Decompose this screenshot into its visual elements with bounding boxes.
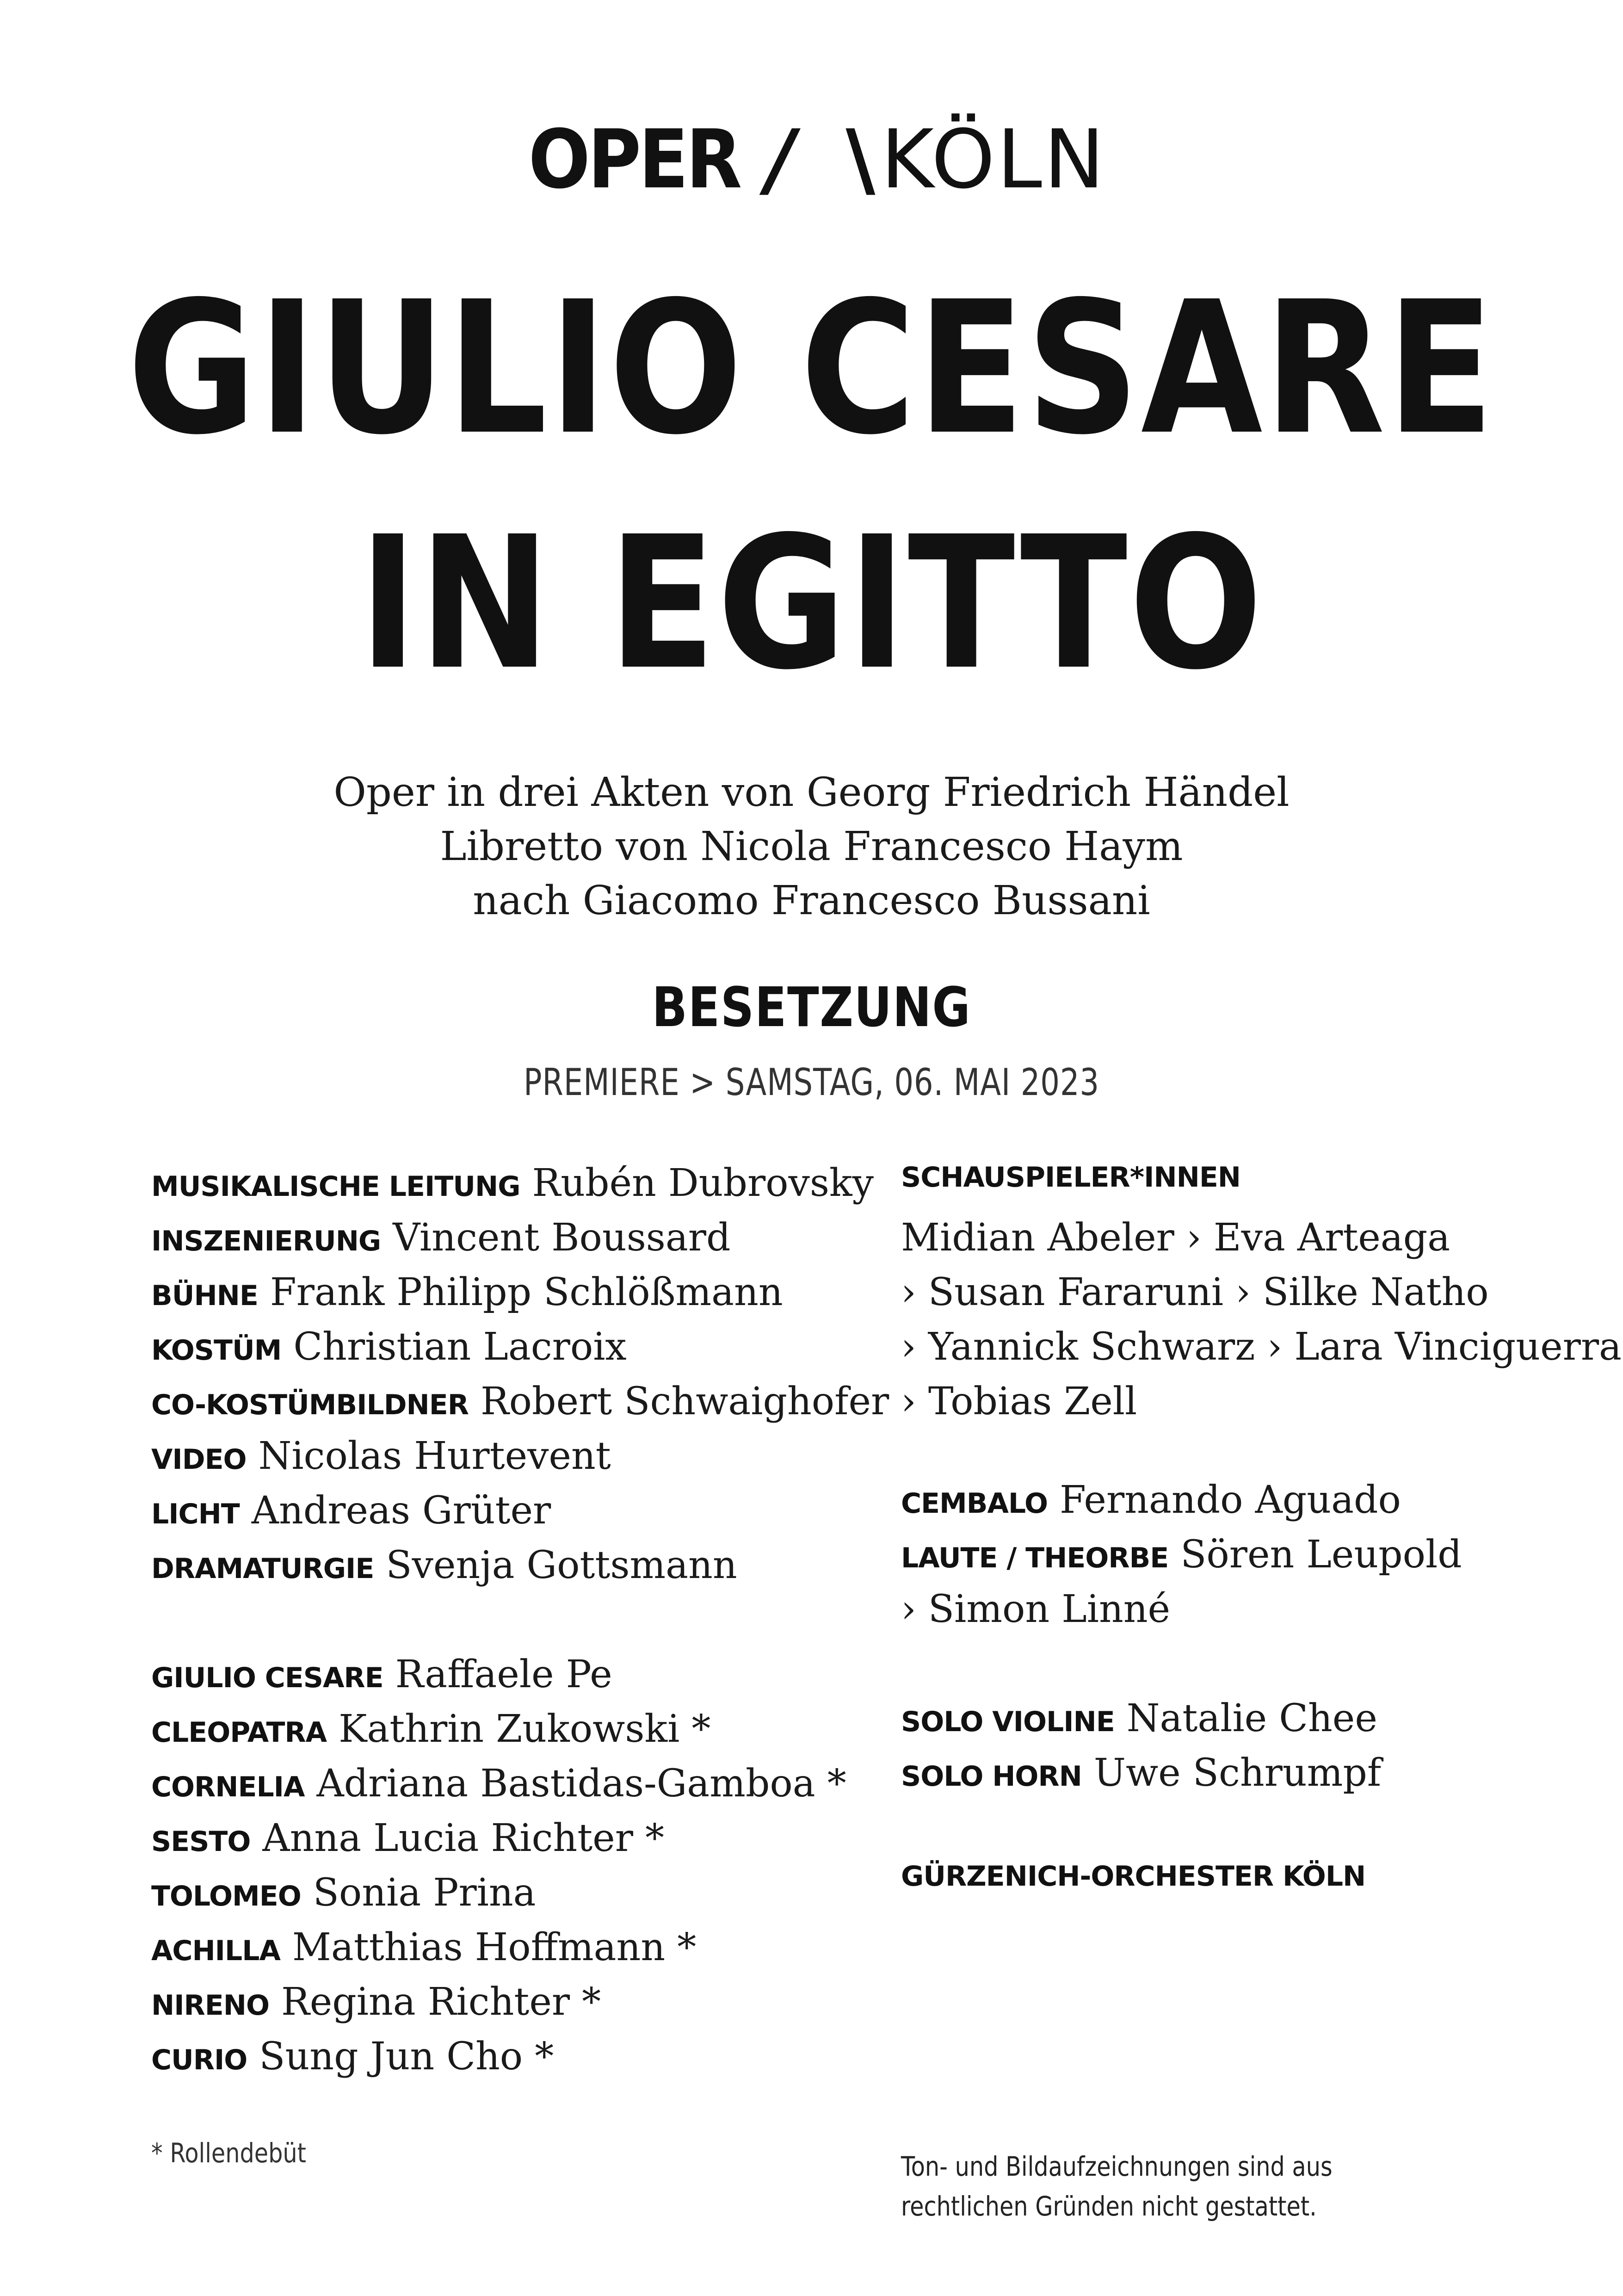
title-line-1: GIULIO CESARE xyxy=(127,262,1496,475)
orchestra-row xyxy=(901,1860,1595,1915)
left-column xyxy=(151,1161,889,2089)
notice-line: rechtlichen Gründen nicht gestattet. xyxy=(901,2191,1317,2222)
cast-row xyxy=(151,1762,873,1816)
credit-name: Robert Schwaighofer xyxy=(480,1380,889,1423)
credit-row xyxy=(151,1543,873,1598)
cast-name: Anna Lucia Richter * xyxy=(262,1816,664,1860)
actors-names: › Yannick Schwarz › Lara Vinciguerra xyxy=(901,1325,1622,1369)
credit-role: LICHT xyxy=(151,1498,240,1530)
credit-name: Vincent Boussard xyxy=(393,1216,731,1260)
cast-role: SESTO xyxy=(151,1826,251,1858)
title-line-2: IN EGITTO xyxy=(358,497,1265,710)
continuo-row xyxy=(901,1533,1595,1587)
credit-name: Rubén Dubrovsky xyxy=(532,1161,874,1205)
logo-backslash: \ xyxy=(845,113,876,207)
logo-koeln: KÖLN xyxy=(881,113,1106,207)
credit-name: Nicolas Hurtevent xyxy=(258,1434,611,1478)
credit-role: DRAMATURGIE xyxy=(151,1553,374,1585)
soloist-name: Uwe Schrumpf xyxy=(1093,1751,1382,1795)
continuo-role: LAUTE / THEORBE xyxy=(901,1542,1169,1574)
recording-notice xyxy=(901,2147,1333,2226)
cast-role: ACHILLA xyxy=(151,1935,280,1967)
credit-row xyxy=(151,1434,873,1489)
soloist-row xyxy=(901,1696,1595,1751)
soloist-role: SOLO HORN xyxy=(901,1760,1082,1793)
credit-role: INSZENIERUNG xyxy=(151,1225,381,1257)
section-heading: BESETZUNG xyxy=(652,975,971,1039)
soloist-row xyxy=(901,1751,1595,1806)
cast-role: CORNELIA xyxy=(151,1771,305,1803)
credit-row xyxy=(151,1161,873,1216)
continuo-extra: › Simon Linné xyxy=(901,1587,1171,1631)
subtitle-line: Oper in drei Akten von Georg Friedrich Händel xyxy=(333,769,1290,816)
continuo-name: Fernando Aguado xyxy=(1060,1478,1401,1522)
cast-name: Raffaele Pe xyxy=(395,1652,612,1696)
credit-row xyxy=(151,1489,873,1543)
soloist-role: SOLO VIOLINE xyxy=(901,1706,1115,1738)
cast-name: Sonia Prina xyxy=(313,1871,536,1915)
actors-names: › Susan Fararuni › Silke Natho xyxy=(901,1270,1489,1314)
continuo-name: Sören Leupold xyxy=(1180,1533,1462,1577)
credit-role: VIDEO xyxy=(151,1443,247,1476)
cast-role: CURIO xyxy=(151,2044,247,2076)
cast-name: Adriana Bastidas-Gamboa * xyxy=(316,1762,846,1806)
actors-heading-row xyxy=(901,1161,1595,1216)
cast-name: Regina Richter * xyxy=(281,1980,601,2024)
cast-role: GIULIO CESARE xyxy=(151,1662,383,1694)
continuo-row xyxy=(901,1478,1595,1533)
continuo-role: CEMBALO xyxy=(901,1487,1048,1520)
logo-slash: / xyxy=(757,113,803,207)
credit-name: Svenja Gottsmann xyxy=(386,1543,737,1587)
cast-row xyxy=(151,1871,873,1925)
cast-role: TOLOMEO xyxy=(151,1880,301,1912)
credit-role: BÜHNE xyxy=(151,1280,258,1312)
right-column xyxy=(901,1161,1622,1915)
cast-name: Kathrin Zukowski * xyxy=(339,1707,711,1751)
logo xyxy=(0,113,1623,207)
actors-role: SCHAUSPIELER*INNEN xyxy=(901,1161,1241,1194)
credit-role: MUSIKALISCHE LEITUNG xyxy=(151,1170,520,1203)
soloist-name: Natalie Chee xyxy=(1126,1696,1377,1740)
continuo-row xyxy=(901,1587,1595,1642)
actors-line xyxy=(901,1270,1595,1325)
credit-row xyxy=(151,1325,873,1380)
credit-row xyxy=(151,1380,889,1434)
cast-name: Sung Jun Cho * xyxy=(259,2035,554,2079)
cast-row xyxy=(151,1707,873,1762)
logo-oper: OPER xyxy=(528,113,740,207)
credit-row xyxy=(151,1216,873,1270)
cast-row xyxy=(151,1652,873,1707)
cast-row xyxy=(151,1816,873,1871)
subtitle-line: nach Giacomo Francesco Bussani xyxy=(473,878,1150,924)
actors-names: › Tobias Zell xyxy=(901,1380,1137,1423)
cast-name: Matthias Hoffmann * xyxy=(292,1925,697,1969)
cast-row xyxy=(151,1980,873,2035)
subtitle xyxy=(0,766,1623,928)
credit-name: Frank Philipp Schlößmann xyxy=(270,1270,783,1314)
cast-row xyxy=(151,2035,873,2089)
subtitle-line: Libretto von Nicola Francesco Haym xyxy=(440,823,1183,870)
credit-row xyxy=(151,1270,873,1325)
orchestra-name: GÜRZENICH-ORCHESTER KÖLN xyxy=(901,1860,1366,1893)
cast-role: NIRENO xyxy=(151,1989,269,2022)
actors-line xyxy=(901,1216,1595,1270)
credit-role: KOSTÜM xyxy=(151,1334,282,1367)
credit-name: Christian Lacroix xyxy=(293,1325,627,1369)
credit-name: Andreas Grüter xyxy=(251,1489,551,1533)
footnote: * Rollendebüt xyxy=(151,2137,306,2169)
actors-names: Midian Abeler › Eva Arteaga xyxy=(901,1216,1450,1260)
notice-line: Ton- und Bildaufzeichnungen sind aus xyxy=(901,2151,1333,2182)
cast-row xyxy=(151,1925,873,1980)
cast-role: CLEOPATRA xyxy=(151,1716,327,1749)
actors-line xyxy=(901,1380,1595,1434)
premiere-date: PREMIERE > SAMSTAG, 06. MAI 2023 xyxy=(524,1061,1099,1104)
actors-line xyxy=(901,1325,1622,1380)
credit-role: CO-KOSTÜMBILDNER xyxy=(151,1389,469,1421)
